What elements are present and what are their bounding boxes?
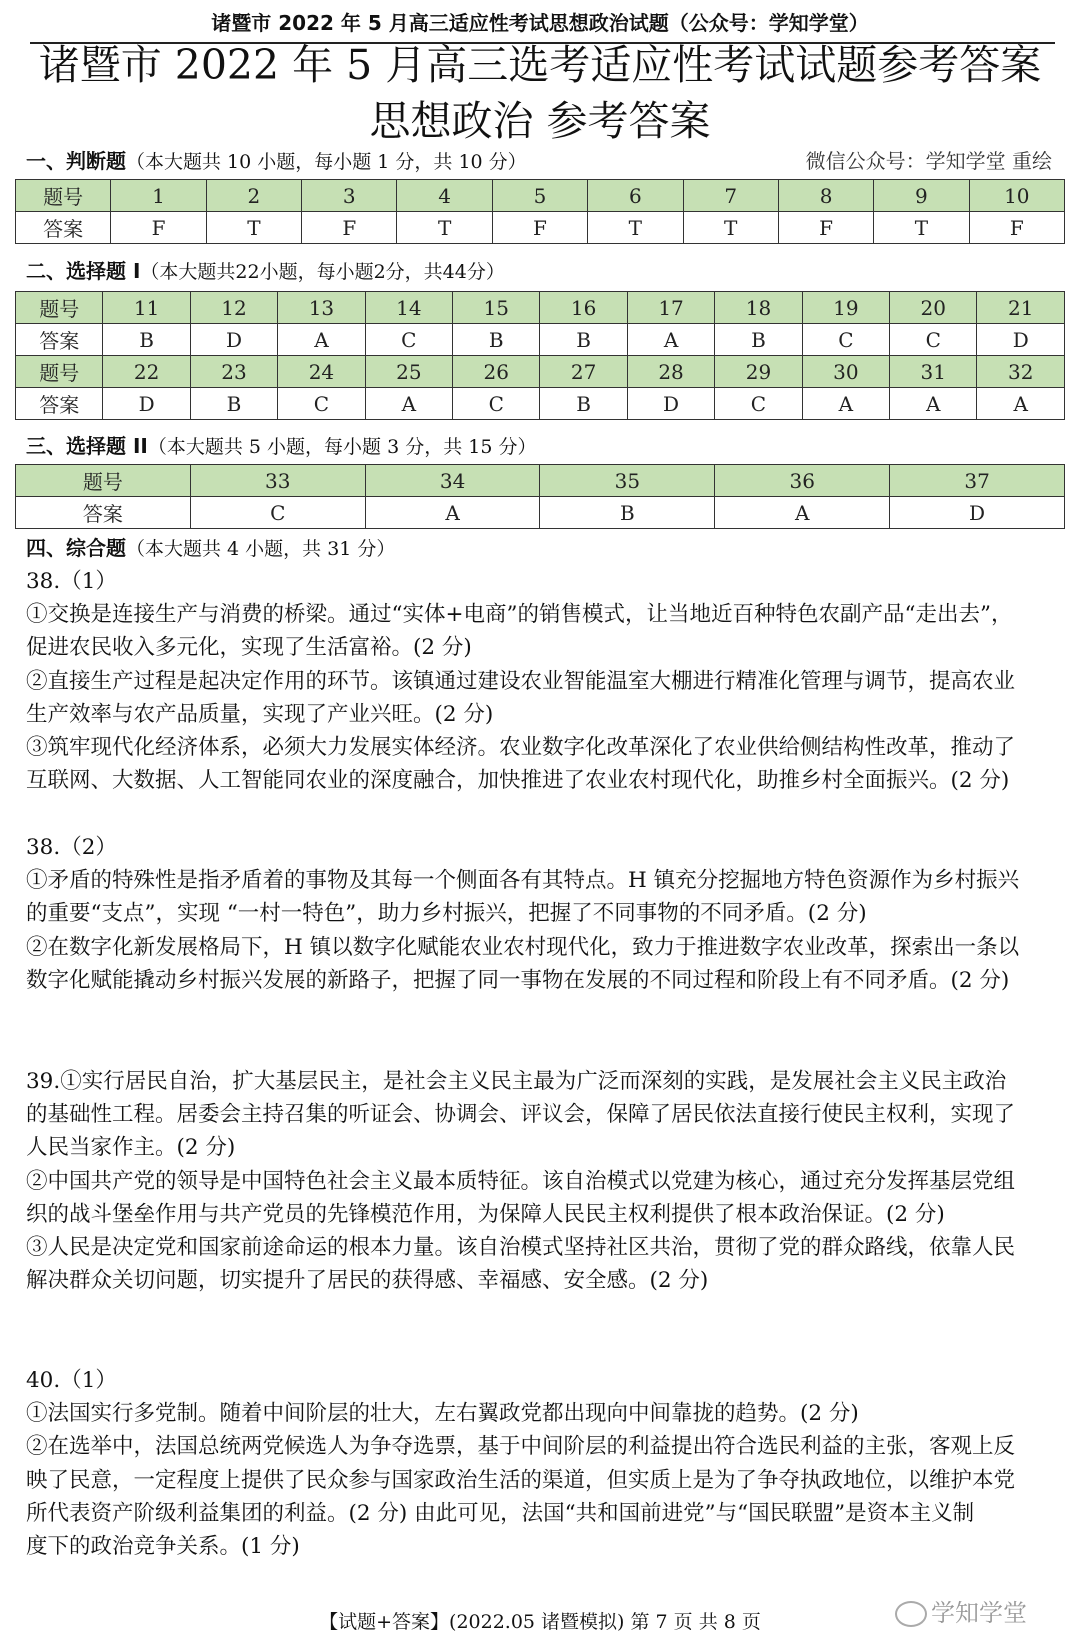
table-cell: F <box>111 212 206 244</box>
answer-row <box>16 324 1065 356</box>
answer-line: ①法国实行多党制。随着中间阶层的壮大，左右翼政党都出现向中间靠拢的趋势。(2 分) <box>26 1401 859 1427</box>
table-cell: B <box>540 324 627 356</box>
table-cell: 18 <box>715 292 802 324</box>
answer-line: 促进农民收入多元化，实现了生活富裕。(2 分) <box>26 635 472 661</box>
wechat-icon <box>895 1601 927 1627</box>
table-cell: T <box>683 212 778 244</box>
answer-line: 互联网、大数据、人工智能同农业的深度融合，加快推进了农业农村现代化，助推乡村全面振兴。(2 分) <box>26 768 1010 794</box>
table-cell: 10 <box>969 180 1064 212</box>
judgement-answer-table <box>15 179 1065 244</box>
table-cell: 36 <box>715 465 890 497</box>
table-cell: 9 <box>874 180 969 212</box>
answer-line: 解决群众关切问题，切实提升了居民的获得感、幸福感、安全感。(2 分) <box>26 1268 709 1294</box>
table-cell: B <box>103 324 190 356</box>
answer-line: 度下的政治竞争关系。(1 分) <box>26 1533 300 1559</box>
table-cell: C <box>278 388 365 420</box>
answer-line: 人民当家作主。(2 分) <box>26 1135 236 1161</box>
table-cell: T <box>206 212 301 244</box>
section-title: 四、综合题 <box>26 536 126 560</box>
table-cell: 3 <box>302 180 397 212</box>
table-cell: 1 <box>111 180 206 212</box>
question-number-row <box>16 465 1065 497</box>
answer-line: ③人民是决定党和国家前途命运的根本力量。该自治模式坚持社区共治，贯彻了党的群众路线，依靠人民 <box>26 1234 1016 1260</box>
table-cell: B <box>453 324 540 356</box>
answer-line: 40.（1） <box>26 1368 117 1393</box>
table-cell: 33 <box>190 465 365 497</box>
answer-line: 38.（2） <box>26 835 117 860</box>
table-cell: A <box>890 388 977 420</box>
table-cell: A <box>278 324 365 356</box>
table-cell: A <box>627 324 714 356</box>
table-cell: 4 <box>397 180 492 212</box>
section-3-heading <box>26 433 536 460</box>
table-cell: 34 <box>365 465 540 497</box>
page-footer: 【试题+答案】(2022.05 诸暨模拟) 第 7 页 共 8 页 <box>319 1611 761 1633</box>
answer-38-1 <box>26 565 1066 797</box>
answer-40-1 <box>26 1364 1066 1563</box>
row-label: 题号 <box>16 292 103 324</box>
table-cell: F <box>492 212 587 244</box>
table-cell: 20 <box>890 292 977 324</box>
answer-line: ②在数字化新发展格局下，H 镇以数字化赋能农业农村现代化，致力于推进数字农业改革，探索出一条以 <box>26 934 1020 960</box>
table-cell: 23 <box>190 356 277 388</box>
answer-line: 的基础性工程。居委会主持召集的听证会、协调会、评议会，保障了居民依法直接行使民主权利，实现了 <box>26 1102 1016 1128</box>
table-cell: 16 <box>540 292 627 324</box>
table-cell: 24 <box>278 356 365 388</box>
table-cell: T <box>874 212 969 244</box>
table-cell: 7 <box>683 180 778 212</box>
table-cell: C <box>453 388 540 420</box>
table-cell: 2 <box>206 180 301 212</box>
table-cell: A <box>802 388 889 420</box>
row-label: 答案 <box>16 324 103 356</box>
section-1-heading <box>26 148 527 175</box>
table-cell: 8 <box>778 180 873 212</box>
question-number-row <box>16 180 1065 212</box>
table-cell: D <box>103 388 190 420</box>
answer-line: ②在选举中，法国总统两党候选人为争夺选票，基于中间阶层的利益提出符合选民利益的主张，客观上反 <box>26 1434 1016 1460</box>
section-note: （本大题共 4 小题，共 31 分） <box>126 538 396 560</box>
answer-line: 所代表资产阶级利益集团的利益。(2 分) 由此可见，法国“共和国前进党”与“国民联盟”是资本主义制 <box>26 1500 975 1526</box>
section-title: 二、选择题 I <box>26 259 141 283</box>
table-cell: A <box>715 497 890 529</box>
choice-1-answer-table <box>15 291 1065 420</box>
table-cell: 19 <box>802 292 889 324</box>
answer-line: 38.（1） <box>26 569 117 594</box>
answer-line: ①矛盾的特殊性是指矛盾着的事物及其每一个侧面各有其特点。H 镇充分挖掘地方特色资源作为乡村振兴 <box>26 868 1020 894</box>
table-cell: B <box>190 388 277 420</box>
table-cell: C <box>190 497 365 529</box>
page-subtitle: 思想政治 参考答案 <box>369 97 711 145</box>
table-cell: 35 <box>540 465 715 497</box>
table-cell: A <box>365 388 452 420</box>
table-cell: 13 <box>278 292 365 324</box>
answer-row <box>16 212 1065 244</box>
row-label: 题号 <box>16 465 191 497</box>
section-note: （本大题共 10 小题，每小题 1 分，共 10 分） <box>126 151 527 173</box>
table-cell: F <box>302 212 397 244</box>
watermark <box>895 1593 1027 1628</box>
table-cell: C <box>802 324 889 356</box>
section-note: （本大题共22小题，每小题2分，共44分） <box>140 261 505 283</box>
answer-line: 生产效率与农产品质量，实现了产业兴旺。(2 分) <box>26 701 494 727</box>
section-2-heading <box>26 258 505 285</box>
table-cell: 22 <box>103 356 190 388</box>
answer-line: ②中国共产党的领导是中国特色社会主义最本质特征。该自治模式以党建为核心，通过充分发挥基层党组 <box>26 1168 1016 1194</box>
table-cell: F <box>969 212 1064 244</box>
answer-38-2 <box>26 831 1066 997</box>
answer-39 <box>26 1065 1066 1297</box>
row-label: 题号 <box>16 180 111 212</box>
row-label: 题号 <box>16 356 103 388</box>
table-cell: 29 <box>715 356 802 388</box>
table-cell: D <box>977 324 1065 356</box>
table-cell: T <box>397 212 492 244</box>
table-cell: 14 <box>365 292 452 324</box>
table-cell: A <box>977 388 1065 420</box>
table-cell: 32 <box>977 356 1065 388</box>
table-cell: F <box>778 212 873 244</box>
table-cell: 12 <box>190 292 277 324</box>
answer-line: 39.①实行居民自治，扩大基层民主，是社会主义民主最为广泛而深刻的实践，是发展社会主义民主政治 <box>26 1069 1007 1094</box>
table-cell: 5 <box>492 180 587 212</box>
table-cell: 30 <box>802 356 889 388</box>
watermark-text: 学知学堂 <box>931 1599 1027 1627</box>
table-cell: 28 <box>627 356 714 388</box>
table-cell: 17 <box>627 292 714 324</box>
answer-line: 映了民意，一定程度上提供了民众参与国家政治生活的渠道，但实质上是为了争夺执政地位，以维护本党 <box>26 1467 1016 1493</box>
question-number-row <box>16 356 1065 388</box>
credit-note: 微信公众号：学知学堂 重绘 <box>805 149 1052 173</box>
answer-line: ②直接生产过程是起决定作用的环节。该镇通过建设农业智能温室大棚进行精准化管理与调节，提高农业 <box>26 668 1016 694</box>
table-cell: C <box>715 388 802 420</box>
question-number-row <box>16 292 1065 324</box>
answer-line: ③筑牢现代化经济体系，必须大力发展实体经济。农业数字化改革深化了农业供给侧结构性改革，推动了 <box>26 734 1016 760</box>
table-cell: B <box>540 497 715 529</box>
table-cell: C <box>365 324 452 356</box>
table-cell: D <box>627 388 714 420</box>
table-cell: B <box>540 388 627 420</box>
answer-row <box>16 388 1065 420</box>
table-cell: C <box>890 324 977 356</box>
table-cell: T <box>588 212 683 244</box>
table-cell: 15 <box>453 292 540 324</box>
table-cell: D <box>190 324 277 356</box>
table-cell: A <box>365 497 540 529</box>
running-header: 诸暨市 2022 年 5 月高三适应性考试思想政治试题（公众号：学知学堂） <box>211 11 869 35</box>
section-title: 一、判断题 <box>26 149 126 173</box>
table-cell: 26 <box>453 356 540 388</box>
page-title: 诸暨市 2022 年 5 月高三选考适应性考试试题参考答案 <box>38 41 1042 89</box>
table-cell: 31 <box>890 356 977 388</box>
table-cell: 27 <box>540 356 627 388</box>
section-note: （本大题共 5 小题，每小题 3 分，共 15 分） <box>147 436 537 458</box>
section-4-heading <box>26 535 395 562</box>
table-cell: D <box>890 497 1065 529</box>
row-label: 答案 <box>16 212 111 244</box>
row-label: 答案 <box>16 497 191 529</box>
answer-line: ①交换是连接生产与消费的桥梁。通过“实体+电商”的销售模式，让当地近百种特色农副产品“走出去”， <box>26 602 1013 628</box>
table-cell: 37 <box>890 465 1065 497</box>
answer-line: 织的战斗堡垒作用与共产党员的先锋模范作用，为保障人民民主权利提供了根本政治保证。(2 分) <box>26 1201 945 1227</box>
table-cell: 25 <box>365 356 452 388</box>
section-title: 三、选择题 II <box>26 434 148 458</box>
table-cell: 21 <box>977 292 1065 324</box>
table-cell: 6 <box>588 180 683 212</box>
answer-row <box>16 497 1065 529</box>
answer-line: 的重要“支点”，实现 “一村一特色”，助力乡村振兴，把握了不同事物的不同矛盾。(2 分) <box>26 901 867 927</box>
choice-2-answer-table <box>15 464 1065 529</box>
table-cell: 11 <box>103 292 190 324</box>
answer-line: 数字化赋能撬动乡村振兴发展的新路子，把握了同一事物在发展的不同过程和阶段上有不同矛盾。(2 分) <box>26 967 1010 993</box>
row-label: 答案 <box>16 388 103 420</box>
table-cell: B <box>715 324 802 356</box>
